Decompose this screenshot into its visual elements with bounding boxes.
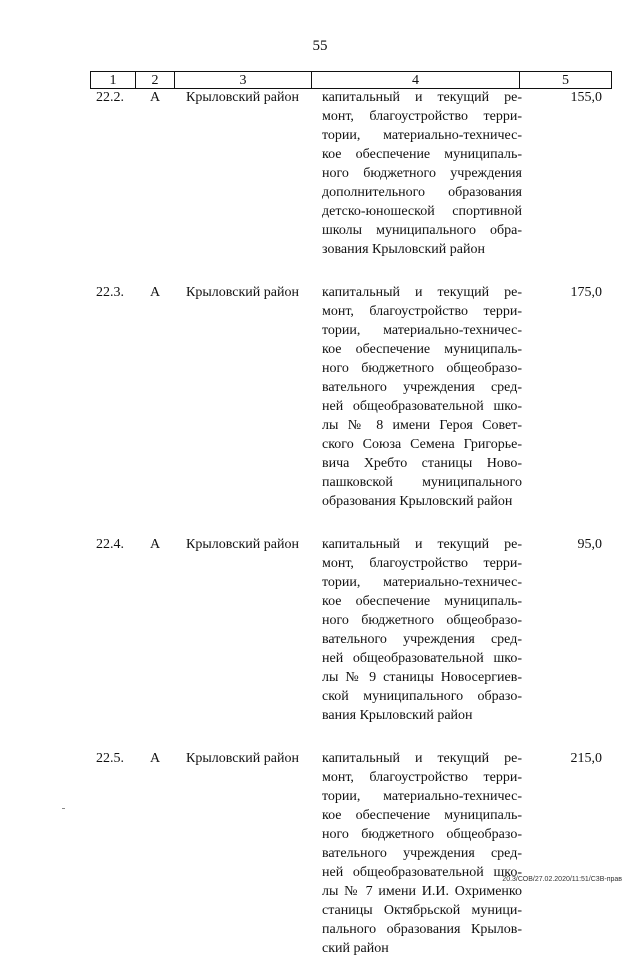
row-district: Крыловский район — [186, 751, 299, 766]
description-line: вательного учреждения сред- — [322, 632, 522, 647]
page-number: 55 — [312, 38, 328, 54]
description-line: кое обеспечение муниципаль- — [322, 808, 522, 823]
row-number: 22.3. — [96, 285, 124, 300]
description-line: кое обеспечение муниципаль- — [322, 594, 522, 609]
column-header-3: 3 — [175, 72, 312, 89]
column-header-4: 4 — [312, 72, 520, 89]
description-line: ного бюджетного общеобразо- — [322, 613, 522, 628]
description-line: ского Союза Семена Григорье- — [322, 437, 522, 452]
description-line: школы муниципального обра- — [322, 223, 522, 238]
row-description — [322, 749, 522, 958]
description-line: ской муниципального образо- — [322, 689, 522, 704]
description-line: кое обеспечение муниципаль- — [322, 147, 522, 162]
description-line: капитальный и текущий ре- — [322, 751, 522, 766]
row-code: А — [150, 751, 161, 766]
description-line: дополнительного образования — [322, 185, 522, 200]
description-line: монт, благоустройство терри- — [322, 109, 522, 124]
description-line: кое обеспечение муниципаль- — [322, 342, 522, 357]
description-line: ней общеобразовательной шко- — [322, 651, 522, 666]
column-header-1: 1 — [91, 72, 136, 89]
description-line: пального образования Крылов- — [322, 922, 522, 937]
description-line: ного бюджетного учреждения — [322, 166, 522, 181]
description-line: тории, материально-техничес- — [322, 323, 522, 338]
row-number: 22.5. — [96, 751, 124, 766]
row-description — [322, 535, 522, 725]
description-line: тории, материально-техничес- — [322, 575, 522, 590]
row-number: 22.4. — [96, 537, 124, 552]
row-description — [322, 88, 522, 259]
description-line: образования Крыловский район — [322, 494, 513, 509]
description-line: ней общеобразовательной шко- — [322, 865, 522, 880]
row-number: 22.2. — [96, 90, 124, 105]
row-amount: 175,0 — [570, 285, 602, 300]
description-line: вания Крыловский район — [322, 708, 473, 723]
description-line: зования Крыловский район — [322, 242, 485, 257]
description-line: лы № 7 имени И.И. Охрименко — [322, 884, 522, 899]
row-code: А — [150, 90, 161, 105]
row-amount: 95,0 — [577, 537, 602, 552]
column-header-5: 5 — [520, 72, 612, 89]
row-district: Крыловский район — [186, 90, 299, 105]
description-line: вича Хребто станицы Ново- — [322, 456, 522, 471]
row-amount: 155,0 — [570, 90, 602, 105]
document-footer-code: 20.3/СОВ/27.02.2020/11:51/С3В-прав — [502, 876, 622, 883]
description-line: детско-юношеской спортивной — [322, 204, 522, 219]
column-header-2: 2 — [136, 72, 175, 89]
description-line: ного бюджетного общеобразо- — [322, 361, 522, 376]
description-line: лы № 9 станицы Новосергиев- — [322, 670, 522, 685]
row-district: Крыловский район — [186, 285, 299, 300]
row-code: А — [150, 285, 161, 300]
description-line: станицы Октябрьской муници- — [322, 903, 522, 918]
table-row — [0, 283, 640, 511]
description-line: ский район — [322, 941, 389, 956]
description-line: ней общеобразовательной шко- — [322, 399, 522, 414]
description-line: тории, материально-техничес- — [322, 789, 522, 804]
row-amount: 215,0 — [570, 751, 602, 766]
description-line: капитальный и текущий ре- — [322, 90, 522, 105]
table-row — [0, 88, 640, 259]
description-line: монт, благоустройство терри- — [322, 556, 522, 571]
table-row — [0, 749, 640, 958]
description-line: вательного учреждения сред- — [322, 846, 522, 861]
table-row — [0, 535, 640, 725]
description-line: пашковской муниципального — [322, 475, 522, 490]
description-line: капитальный и текущий ре- — [322, 537, 522, 552]
description-line: капитальный и текущий ре- — [322, 285, 522, 300]
description-line: ного бюджетного общеобразо- — [322, 827, 522, 842]
scan-speck — [62, 808, 65, 809]
description-line: монт, благоустройство терри- — [322, 304, 522, 319]
description-line: монт, благоустройство терри- — [322, 770, 522, 785]
row-description — [322, 283, 522, 511]
description-line: вательного учреждения сред- — [322, 380, 522, 395]
column-header-table — [90, 71, 612, 89]
row-code: А — [150, 537, 161, 552]
description-line: лы № 8 имени Героя Совет- — [322, 418, 522, 433]
row-district: Крыловский район — [186, 537, 299, 552]
description-line: тории, материально-техничес- — [322, 128, 522, 143]
